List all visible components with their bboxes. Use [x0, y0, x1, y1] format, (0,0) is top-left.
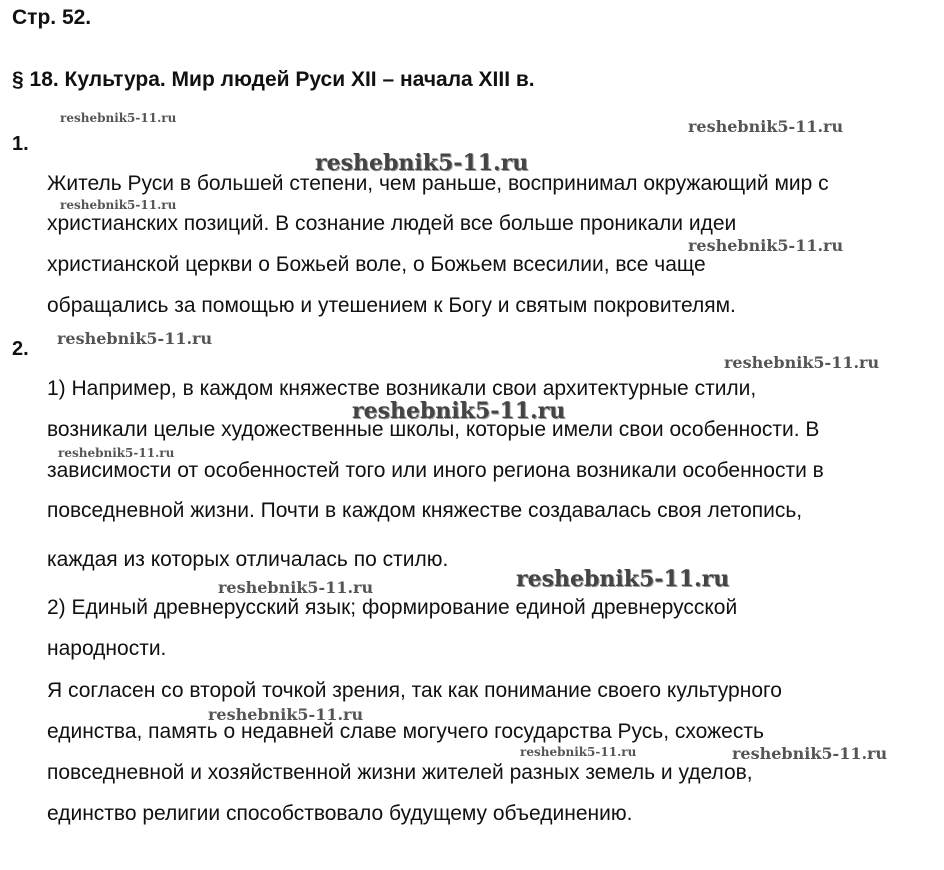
watermark: reshebnik5-11.ru: [60, 111, 177, 125]
answer-2-line: 2) Единый древнерусский язык; формирование единой древнерусской: [47, 596, 738, 619]
watermark: reshebnik5-11.ru: [520, 745, 637, 759]
answer-2-line: каждая из которых отличалась по стилю.: [47, 548, 449, 571]
watermark: reshebnik5-11.ru: [688, 117, 844, 136]
watermark: reshebnik5-11.ru: [58, 446, 175, 460]
page-number: Стр. 52.: [12, 6, 92, 29]
answer-2-line: повседневной и хозяйственной жизни жителей разных земель и уделов,: [47, 761, 753, 784]
answer-2-line: Я согласен со второй точкой зрения, так как понимание своего культурного: [47, 679, 782, 702]
answer-2-line: возникали целые художественные школы, которые имели свои особенности. В: [47, 418, 820, 441]
answer-2-line: единство религии способствовало будущему объединению.: [47, 802, 633, 825]
answer-2-line: народности.: [47, 637, 167, 660]
answer-1-line: христианской церкви о Божьей воле, о Божьем всесилии, все чаще: [47, 253, 706, 276]
answer-1-line: христианских позиций. В сознание людей все больше проникали идеи: [47, 212, 737, 235]
question-number-2: 2.: [12, 338, 29, 360]
watermark: reshebnik5-11.ru: [315, 150, 529, 176]
watermark: reshebnik5-11.ru: [516, 566, 730, 592]
watermark: reshebnik5-11.ru: [732, 744, 888, 763]
watermark: reshebnik5-11.ru: [352, 398, 566, 424]
watermark: reshebnik5-11.ru: [57, 329, 213, 348]
answer-1-line: обращались за помощью и утешением к Богу и святым покровителям.: [47, 294, 736, 317]
question-number-1: 1.: [12, 133, 29, 155]
answer-2-line: повседневной жизни. Почти в каждом княжестве создавалась своя летопись,: [47, 499, 803, 522]
answer-2-line: единства, память о недавней славе могучего государства Русь, схожесть: [47, 720, 764, 743]
answer-2-line: зависимости от особенностей того или иного региона возникали особенности в: [47, 459, 824, 482]
watermark: reshebnik5-11.ru: [688, 236, 844, 255]
watermark: reshebnik5-11.ru: [724, 353, 880, 372]
watermark: reshebnik5-11.ru: [218, 578, 374, 597]
answer-2-line: 1) Например, в каждом княжестве возникали свои архитектурные стили,: [47, 377, 757, 400]
watermark: reshebnik5-11.ru: [208, 705, 364, 724]
answer-1-line: Житель Руси в большей степени, чем раньше, воспринимал окружающий мир с: [47, 172, 829, 195]
watermark: reshebnik5-11.ru: [60, 198, 177, 212]
section-title: § 18. Культура. Мир людей Руси XII – начала XIII в.: [12, 68, 535, 91]
